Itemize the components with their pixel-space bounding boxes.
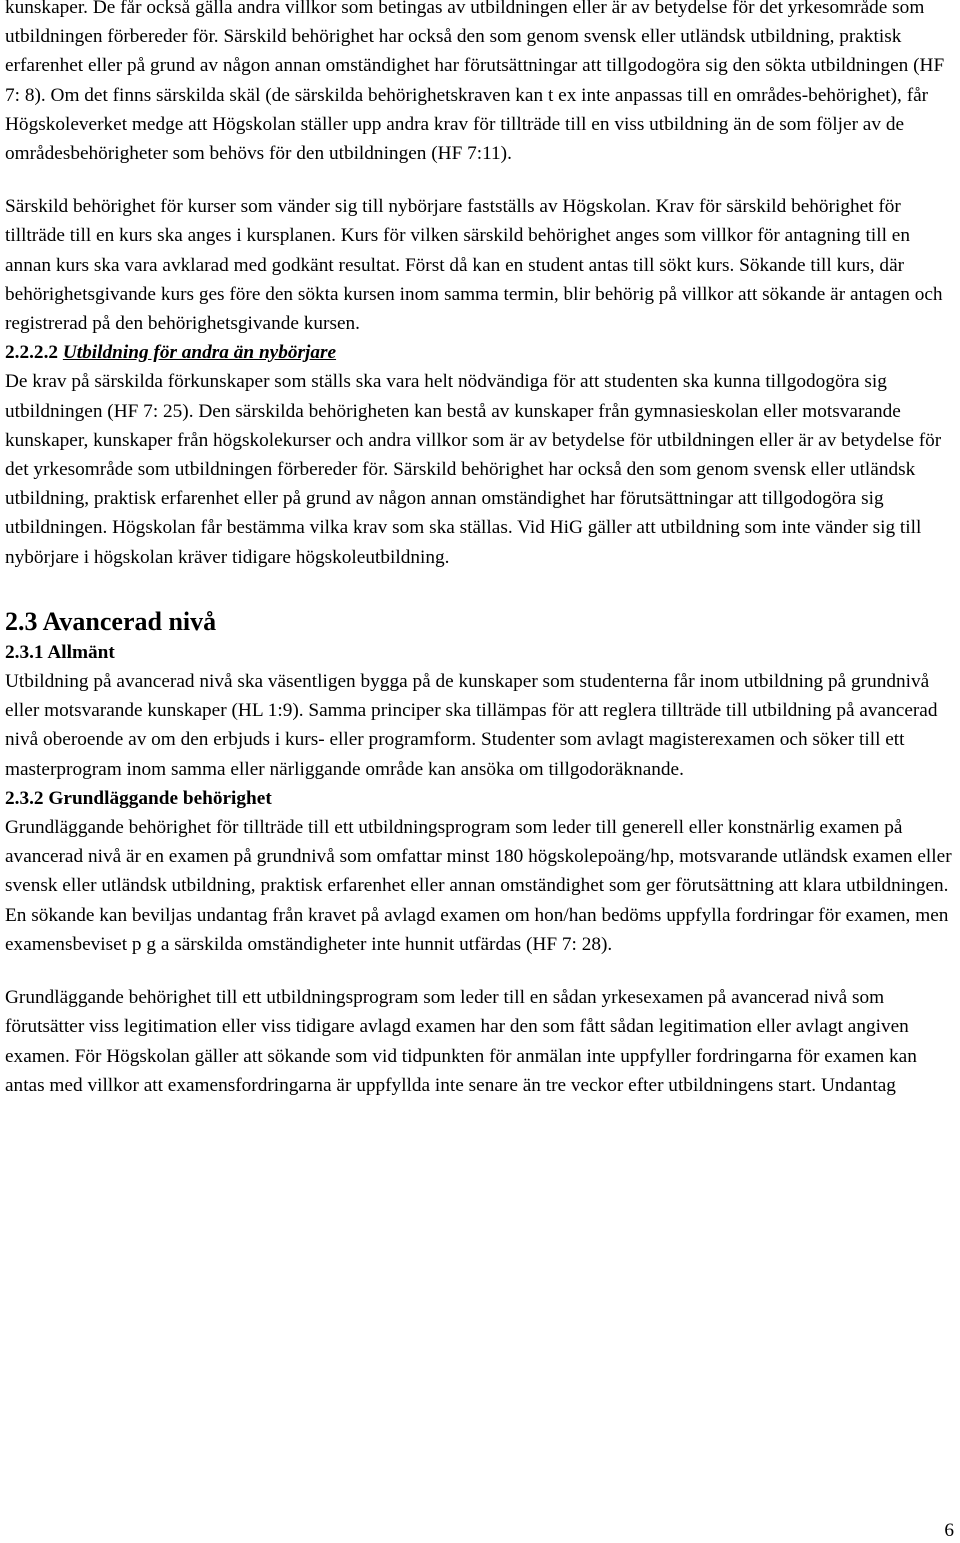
paragraph-basic-eligibility-general: Grundläggande behörighet för tillträde till ett utbildningsprogram som leder till generell eller konstnärlig examen på avancerad nivå är en examen på grundnivå som omfattar minst 180 högskolepoäng/hp, motsvarande utländsk examen eller svensk eller utländsk utbildning, praktisk erfarenhet eller annan omständighet som ger förutsättning att klara utbildningen. En sökande kan beviljas undantag från kravet på avlagd examen om hon/han bedöms uppfylla fordringar för examen, men examensbeviset p g a särskilda omständigheter inte hunnit utfärdas (HF 7: 28). — [5, 817, 952, 955]
paragraph-special-eligibility-courses: Särskild behörighet för kurser som vänder sig till nybörjare fastställs av Högskolan. Krav för särskild behörighet för tillträde till en kurs ska anges i kursplanen. Kurs för vilken särskild behörighet anges som villkor för antagning till en annan kurs ska vara avklarad med godkänt resultat. Först då kan en student antas till sökt kurs. Sökande till kurs, där behörighetsgivande kurs ges före den sökta kursen inom samma termin, blir behörig på villkor att sökande är antagen och registrerad på den behörighetsgivande kursen. — [5, 196, 943, 335]
heading-number: 2.2.2.2 — [5, 342, 59, 364]
heading-2-2-2-2 — [5, 338, 955, 367]
paragraph-non-beginner-education: De krav på särskilda förkunskaper som ställs ska vara helt nödvändiga för att studenten ska kunna tillgodogöra sig utbildningen (HF 7: 25). Den särskilda behörigheten kan bestå av kunskaper från gymnasieskolan eller motsvarande kunskaper, kunskaper från högskolekurser och andra villkor som är av betydelse för utbildningen eller är av betydelse för det yrkesområde som utbildningen förbereder för. Särskild behörighet har också den som genom svensk eller utländsk utbildning, praktisk erfarenhet eller på grund av någon annan omständighet har förutsättningar att tillgodogöra sig utbildningen. Högskolan får bestämma vilka krav som ska ställas. Vid HiG gäller att utbildning som inte vänder sig till nybörjare i högskolan kräver tidigare högskoleutbildning. — [5, 371, 942, 568]
paragraph-basic-eligibility-professional: Grundläggande behörighet till ett utbildningsprogram som leder till en sådan yrkesexamen på avancerad nivå som förutsätter viss legitimation eller viss tidigare avlagd examen har den som fått sådan legitimation eller avlagt angiven examen. För Högskolan gäller att sökande som vid tidpunkten för anmälan inte uppfyller fordringarna för examen kan antas med villkor att examensfordringarna är uppfyllda inte senare än tre veckor efter utbildningens start. Undantag — [5, 987, 917, 1096]
document-page — [5, 0, 955, 1100]
page-number: 6 — [944, 1520, 954, 1541]
heading-title: Utbildning för andra än nybörjare — [62, 342, 337, 364]
paragraph-advanced-level-general: Utbildning på avancerad nivå ska väsentligen bygga på de kunskaper som studenterna får inom utbildning på grundnivå eller motsvarande kunskaper (HL 1:9). Samma principer ska tillämpas för att reglera tillträde till utbildning på avancerad nivå oberoende av om den erbjuds i kurs- eller programform. Studenter som avlagt magisterexamen och söker till ett masterprogram inom samma eller närliggande område kan ansöka om tillgodoräknande. — [5, 671, 938, 780]
heading-2-3-2: 2.3.2 Grundläggande behörighet — [5, 787, 272, 809]
paragraph-special-eligibility-programs: kunskaper. De får också gälla andra villkor som betingas av utbildningen eller är av betydelse för det yrkesområde som utbildningen förbereder för. Särskild behörighet har också den som genom svensk eller utländsk utbildning, praktisk erfarenhet eller på grund av någon annan omständighet har förutsättningar att tillgodogöra sig den sökta utbildningen (HF 7: 8). Om det finns särskilda skäl (de särskilda behörighetskraven kan t ex inte anpassas till en områdes-behörighet), får Högskoleverket medge att Högskolan ställer upp andra krav för tillträde till en viss utbildning än de som följer av de områdesbehörigheter som behövs för den utbildningen (HF 7:11). — [5, 0, 945, 165]
heading-2-3-1: 2.3.1 Allmänt — [5, 641, 115, 663]
heading-2-3: 2.3 Avancerad nivå — [5, 606, 217, 636]
